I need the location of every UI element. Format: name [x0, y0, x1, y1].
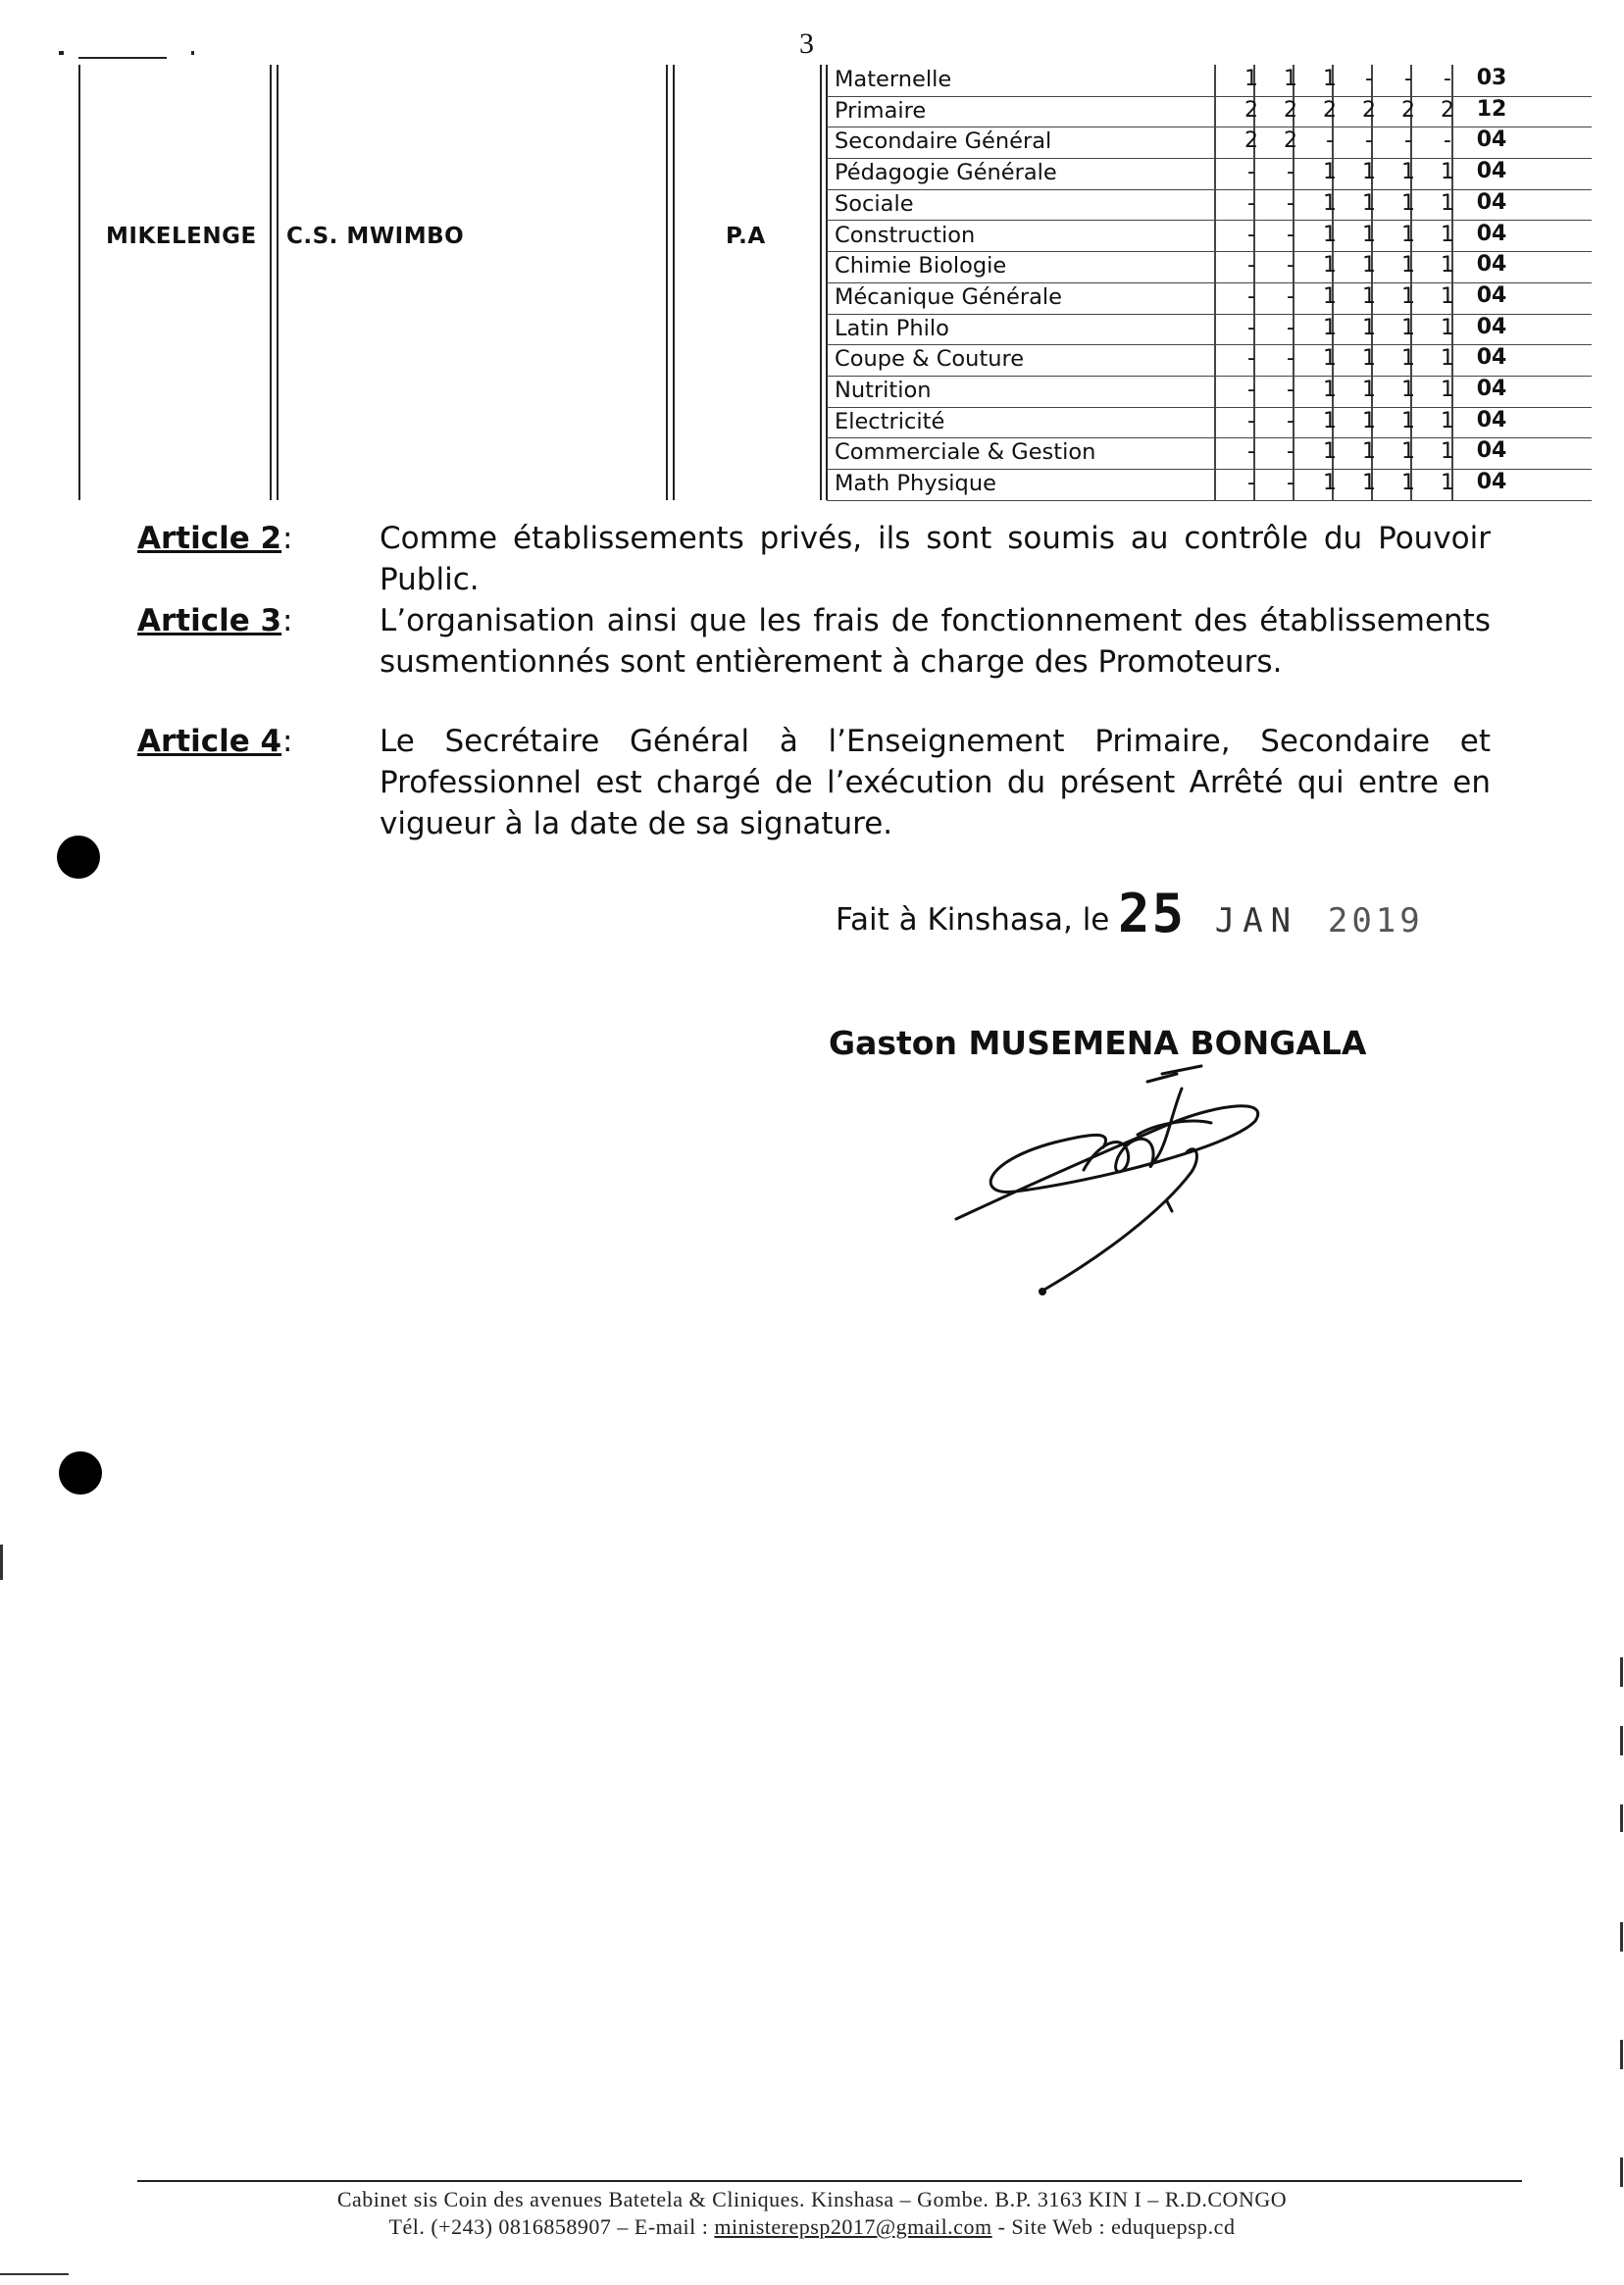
- class-count-cell: 1: [1362, 378, 1376, 402]
- section-name: Nutrition: [835, 378, 932, 403]
- top-rule: [78, 57, 167, 59]
- class-count-cell: -: [1247, 190, 1255, 216]
- total-cell: 04: [1476, 252, 1507, 278]
- class-count-cell: -: [1404, 128, 1412, 154]
- class-count-cell: -: [1287, 408, 1294, 433]
- column-separator: [1214, 158, 1216, 189]
- table-row: [827, 314, 1592, 346]
- class-count-cell: 1: [1323, 346, 1337, 372]
- table-row: [827, 127, 1592, 159]
- class-count-cell: -: [1287, 160, 1294, 185]
- total-cell: 04: [1476, 127, 1507, 153]
- table-row: [827, 221, 1592, 253]
- class-count-cell: -: [1247, 253, 1255, 279]
- article-text: Le Secrétaire Général à l’Enseignement Primaire, Secondaire et Professionnel est chargé de l’exécution du présent Arrêté qui entre en vigueur à la date de sa signature.: [380, 724, 1491, 841]
- table-border: [820, 65, 822, 500]
- punch-hole: [59, 1451, 102, 1495]
- class-count-cell: 2: [1284, 128, 1297, 154]
- class-count-cell: 1: [1244, 67, 1258, 91]
- class-count-cell: 2: [1244, 128, 1258, 154]
- section-name: Secondaire Général: [835, 128, 1052, 155]
- edge-mark: [0, 1545, 3, 1580]
- section-name: Pédagogie Générale: [835, 160, 1057, 186]
- top-tick-mark: [59, 51, 64, 55]
- corner-mark: [0, 2273, 69, 2275]
- class-count-cell: 1: [1401, 346, 1415, 372]
- class-count-cell: -: [1247, 315, 1255, 340]
- edge-mark: [1620, 2040, 1623, 2069]
- column-separator: [1214, 314, 1216, 345]
- class-count-cell: 1: [1441, 222, 1454, 247]
- column-separator: [1214, 65, 1216, 96]
- class-count-cell: 1: [1362, 439, 1376, 465]
- table-row: [827, 437, 1592, 470]
- class-count-cell: 1: [1401, 408, 1415, 433]
- total-cell: 12: [1476, 96, 1507, 122]
- class-count-cell: 1: [1362, 283, 1376, 309]
- total-cell: 04: [1476, 314, 1507, 339]
- section-name: Math Physique: [835, 471, 996, 497]
- locality-cell: MIKELENGE: [106, 224, 257, 249]
- class-count-cell: 1: [1362, 346, 1376, 372]
- class-count-cell: 1: [1362, 190, 1376, 216]
- signer-first-name: Gaston: [829, 1024, 957, 1062]
- date-stamp: [1118, 883, 1424, 944]
- stamp-year: 2019: [1327, 901, 1424, 940]
- class-count-cell: -: [1365, 67, 1373, 91]
- class-count-cell: -: [1287, 378, 1294, 402]
- column-separator: [1214, 96, 1216, 127]
- class-count-cell: -: [1365, 128, 1373, 154]
- footer-divider: [137, 2180, 1522, 2182]
- class-count-cell: 1: [1441, 346, 1454, 372]
- class-count-cell: 2: [1441, 97, 1454, 123]
- class-count-cell: 2: [1284, 97, 1297, 123]
- total-cell: 04: [1476, 345, 1507, 371]
- footer-phone: Tél. (+243) 0816858907 – E-mail :: [388, 2214, 715, 2239]
- class-count-cell: 1: [1284, 67, 1297, 91]
- article-label: Article 3: [137, 603, 282, 638]
- article-label: Article 2: [137, 521, 282, 556]
- table-row: [827, 65, 1592, 97]
- schools-table: [78, 65, 1512, 500]
- class-count-cell: -: [1287, 471, 1294, 496]
- class-count-cell: 1: [1362, 253, 1376, 279]
- table-row: [827, 407, 1592, 439]
- column-separator: [1214, 437, 1216, 469]
- section-name: Latin Philo: [835, 315, 949, 341]
- table-border: [666, 65, 668, 500]
- class-count-cell: 1: [1323, 222, 1337, 247]
- class-count-cell: 2: [1244, 97, 1258, 123]
- class-count-cell: -: [1287, 253, 1294, 279]
- class-count-cell: -: [1247, 160, 1255, 185]
- article-text: Comme établissements privés, ils sont soumis au contrôle du Pouvoir Public.: [380, 521, 1491, 597]
- article-label: Article 4: [137, 724, 282, 759]
- class-count-cell: 1: [1323, 471, 1337, 496]
- class-count-cell: -: [1247, 283, 1255, 309]
- table-row: [827, 376, 1592, 408]
- total-cell: 04: [1476, 189, 1507, 215]
- class-count-cell: 1: [1323, 408, 1337, 433]
- class-count-cell: 1: [1441, 439, 1454, 465]
- total-cell: 04: [1476, 407, 1507, 432]
- class-count-cell: 1: [1362, 222, 1376, 247]
- total-cell: 04: [1476, 221, 1507, 246]
- class-count-cell: 1: [1441, 315, 1454, 340]
- class-count-cell: -: [1326, 128, 1334, 154]
- class-count-cell: 1: [1401, 160, 1415, 185]
- table-row: [827, 344, 1592, 377]
- class-count-cell: 1: [1401, 378, 1415, 402]
- class-count-cell: -: [1287, 283, 1294, 309]
- class-count-cell: -: [1287, 439, 1294, 465]
- class-count-cell: 1: [1323, 378, 1337, 402]
- class-count-cell: 1: [1441, 253, 1454, 279]
- column-separator: [1214, 376, 1216, 407]
- section-name: Mécanique Générale: [835, 283, 1062, 310]
- class-count-cell: -: [1444, 67, 1451, 91]
- class-count-cell: 1: [1401, 471, 1415, 496]
- section-name: Electricité: [835, 408, 945, 434]
- total-cell: 04: [1476, 438, 1507, 464]
- class-count-cell: 1: [1323, 439, 1337, 465]
- punch-hole: [57, 836, 100, 879]
- footer-website: - Site Web : eduquepsp.cd: [991, 2214, 1236, 2239]
- class-count-cell: -: [1247, 346, 1255, 372]
- edge-mark: [1620, 1657, 1623, 1687]
- class-count-cell: 1: [1323, 190, 1337, 216]
- column-separator: [1214, 221, 1216, 252]
- class-count-cell: 1: [1441, 160, 1454, 185]
- class-count-cell: 1: [1401, 222, 1415, 247]
- edge-mark: [1620, 1804, 1623, 1832]
- column-separator: [1214, 251, 1216, 282]
- table-row: [827, 189, 1592, 222]
- column-separator: [1214, 282, 1216, 314]
- class-count-cell: 1: [1401, 190, 1415, 216]
- section-name: Maternelle: [835, 67, 952, 92]
- class-count-cell: -: [1247, 471, 1255, 496]
- class-count-cell: -: [1287, 222, 1294, 247]
- status-cell: P.A: [726, 224, 766, 249]
- total-cell: 04: [1476, 377, 1507, 401]
- column-separator: [1214, 469, 1216, 500]
- school-name-cell: C.S. MWIMBO: [286, 224, 465, 249]
- class-count-cell: -: [1247, 378, 1255, 402]
- class-count-cell: 1: [1401, 315, 1415, 340]
- column-separator: [1214, 407, 1216, 438]
- table-row: [827, 251, 1592, 283]
- article-text: L’organisation ainsi que les frais de fonctionnement des établissements susmentionnés sont entièrement à charge des Promoteurs.: [380, 603, 1491, 680]
- column-separator: [1214, 127, 1216, 158]
- class-count-cell: 1: [1441, 190, 1454, 216]
- article-colon: :: [282, 724, 293, 759]
- class-count-cell: 1: [1323, 160, 1337, 185]
- class-count-cell: -: [1247, 408, 1255, 433]
- class-count-cell: -: [1287, 315, 1294, 340]
- table-border: [78, 65, 80, 500]
- class-count-cell: -: [1287, 190, 1294, 216]
- class-count-cell: 1: [1441, 378, 1454, 402]
- section-name: Primaire: [835, 97, 927, 124]
- place-of-signing: Fait à Kinshasa, le: [836, 902, 1110, 938]
- handwritten-signature: [937, 1044, 1309, 1309]
- section-name: Chimie Biologie: [835, 253, 1007, 279]
- top-tick-mark: [191, 51, 194, 55]
- class-count-cell: 1: [1362, 160, 1376, 185]
- footer-address: Cabinet sis Coin des avenues Batetela & Cliniques. Kinshasa – Gombe. B.P. 3163 KIN I – R.D.CONGO: [336, 2187, 1288, 2211]
- class-count-cell: 1: [1323, 253, 1337, 279]
- class-count-cell: 2: [1323, 97, 1337, 123]
- class-count-cell: 2: [1362, 97, 1376, 123]
- table-border: [673, 65, 675, 500]
- total-cell: 04: [1476, 470, 1507, 495]
- class-count-cell: 1: [1441, 471, 1454, 496]
- class-count-cell: 1: [1441, 283, 1454, 309]
- footer-contact: [0, 2214, 1624, 2240]
- class-count-cell: 1: [1401, 253, 1415, 279]
- class-count-cell: -: [1404, 67, 1412, 91]
- column-separator: [1214, 189, 1216, 221]
- table-row: [827, 96, 1592, 128]
- section-name: Sociale: [835, 190, 914, 217]
- section-name: Commerciale & Gestion: [835, 439, 1096, 466]
- table-row: [827, 282, 1592, 315]
- class-count-cell: 1: [1323, 283, 1337, 309]
- class-count-cell: -: [1247, 439, 1255, 465]
- class-count-cell: 1: [1441, 408, 1454, 433]
- footer-email-link[interactable]: ministerepsp2017@gmail.com: [714, 2214, 992, 2239]
- class-count-cell: -: [1444, 128, 1451, 154]
- edge-mark: [1620, 1922, 1623, 1952]
- edge-mark: [1620, 2158, 1623, 2187]
- total-cell: 03: [1476, 66, 1507, 90]
- table-row: [827, 158, 1592, 190]
- article-colon: :: [282, 603, 293, 638]
- stamp-day: 25: [1118, 883, 1187, 944]
- class-count-cell: 1: [1362, 471, 1376, 496]
- class-count-cell: 1: [1323, 67, 1337, 91]
- class-count-cell: 1: [1362, 408, 1376, 433]
- article-colon: :: [282, 521, 293, 556]
- class-count-cell: -: [1287, 346, 1294, 372]
- section-name: Construction: [835, 222, 976, 248]
- class-count-cell: 1: [1362, 315, 1376, 340]
- edge-mark: [1620, 1726, 1623, 1755]
- section-name: Coupe & Couture: [835, 346, 1025, 373]
- column-separator: [1214, 344, 1216, 376]
- stamp-month: JAN: [1214, 901, 1299, 940]
- page-number: 3: [799, 27, 814, 60]
- total-cell: 04: [1476, 282, 1507, 308]
- class-count-cell: 2: [1401, 97, 1415, 123]
- class-count-cell: 1: [1401, 283, 1415, 309]
- class-count-cell: 1: [1401, 439, 1415, 465]
- class-count-cell: 1: [1323, 315, 1337, 340]
- table-border: [277, 65, 279, 500]
- total-cell: 04: [1476, 159, 1507, 184]
- table-border: [270, 65, 272, 500]
- class-count-cell: -: [1247, 222, 1255, 247]
- signer-last-name: MUSEMENA BONGALA: [968, 1024, 1367, 1062]
- table-row: [827, 469, 1592, 501]
